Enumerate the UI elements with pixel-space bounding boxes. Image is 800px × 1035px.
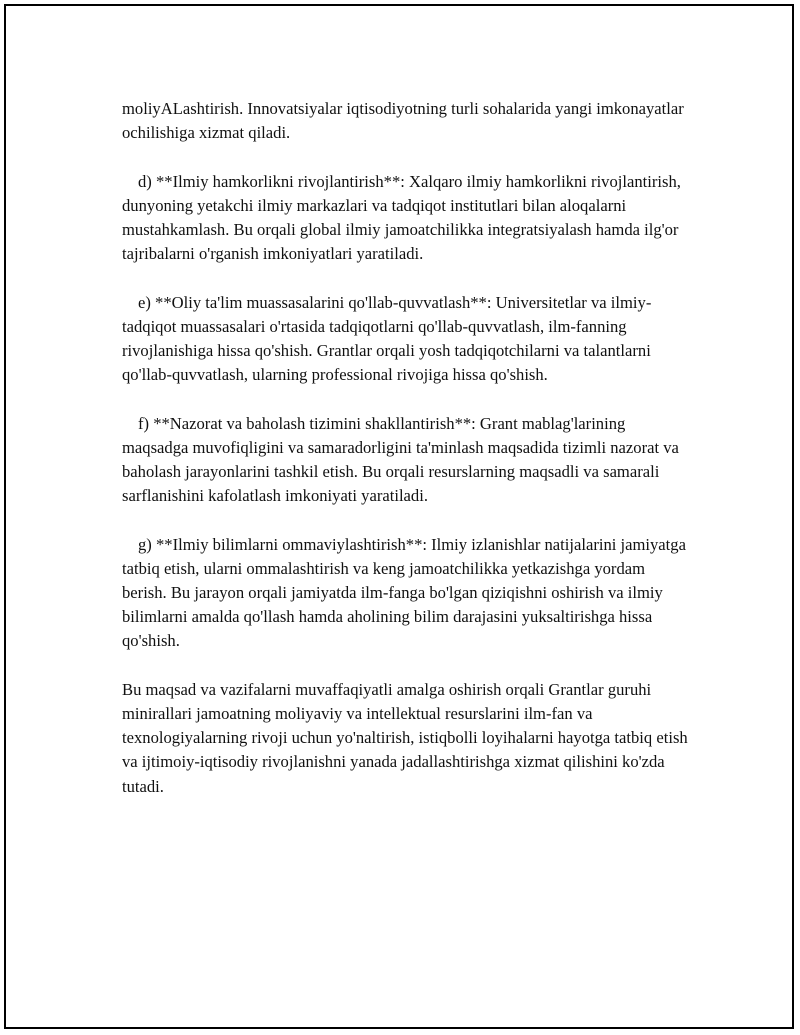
paragraph-item-f: f) **Nazorat va baholash tizimini shakllantirish**: Grant mablag'larining maqsadga muvofiqligini va samaradorligini ta'minlash maqsadida tizimli nazorat va baholash jarayonlarini tashkil etish. Bu orqali resurslarning maqsadli va samarali sarflanishini kafolatlash imkoniyati yaratiladi. — [122, 413, 679, 506]
document-body — [122, 97, 692, 823]
paragraph-continuation: moliyALashtirish. Innovatsiyalar iqtisodiyotning turli sohalarida yangi imkonayatlar ochilishiga xizmat qiladi. — [122, 99, 684, 143]
paragraph-item-d: d) **Ilmiy hamkorlikni rivojlantirish**: Xalqaro ilmiy hamkorlikni rivojlantirish, dunyoning yetakchi ilmiy markazlari va tadqiqot institutlari bilan aloqalarni mustahkamlash. Bu orqali global ilmiy jamoatchilikka integratsiyalash hamda ilg'or tajribalarni o'rganish imkoniyatlari yaratiladi. — [122, 171, 681, 264]
paragraph-item-g: g) **Ilmiy bilimlarni ommaviylashtirish**: Ilmiy izlanishlar natijalarini jamiyatga tatbiq etish, ularni ommalashtirish va keng jamoatchilikka yetkazishga yordam berish. Bu jarayon orqali jamiyatda ilm-fanga bo'lgan qiziqishni oshirish va ilmiy bilimlarni amalda qo'llash hamda aholining bilim darajasini yuksaltirishga hissa qo'shish. — [122, 534, 686, 651]
paragraph-item-e: e) **Oliy ta'lim muassasalarini qo'llab-quvvatlash**: Universitetlar va ilmiy-tadqiqot muassasalari o'rtasida tadqiqotlarni qo'llab-quvvatlash, ilm-fanning rivojlanishiga hissa qo'shish. Grantlar orqali yosh tadqiqotchilarni va talantlarni qo'llab-quvvatlash, ularning professional rivojiga hissa qo'shish. — [122, 292, 652, 385]
page-frame — [4, 4, 794, 1029]
paragraph-conclusion: Bu maqsad va vazifalarni muvaffaqiyatli amalga oshirish orqali Grantlar guruhi minirallari jamoatning moliyaviy va intellektual resurslarini ilm-fan va texnologiyalarning rivoji uchun yo'naltirish, istiqbolli loyihalarni hayotga tatbiq etish va ijtimoiy-iqtisodiy rivojlanishni yanada jadallashtirishga xizmat qilishini ko'zda tutadi. — [122, 679, 688, 796]
